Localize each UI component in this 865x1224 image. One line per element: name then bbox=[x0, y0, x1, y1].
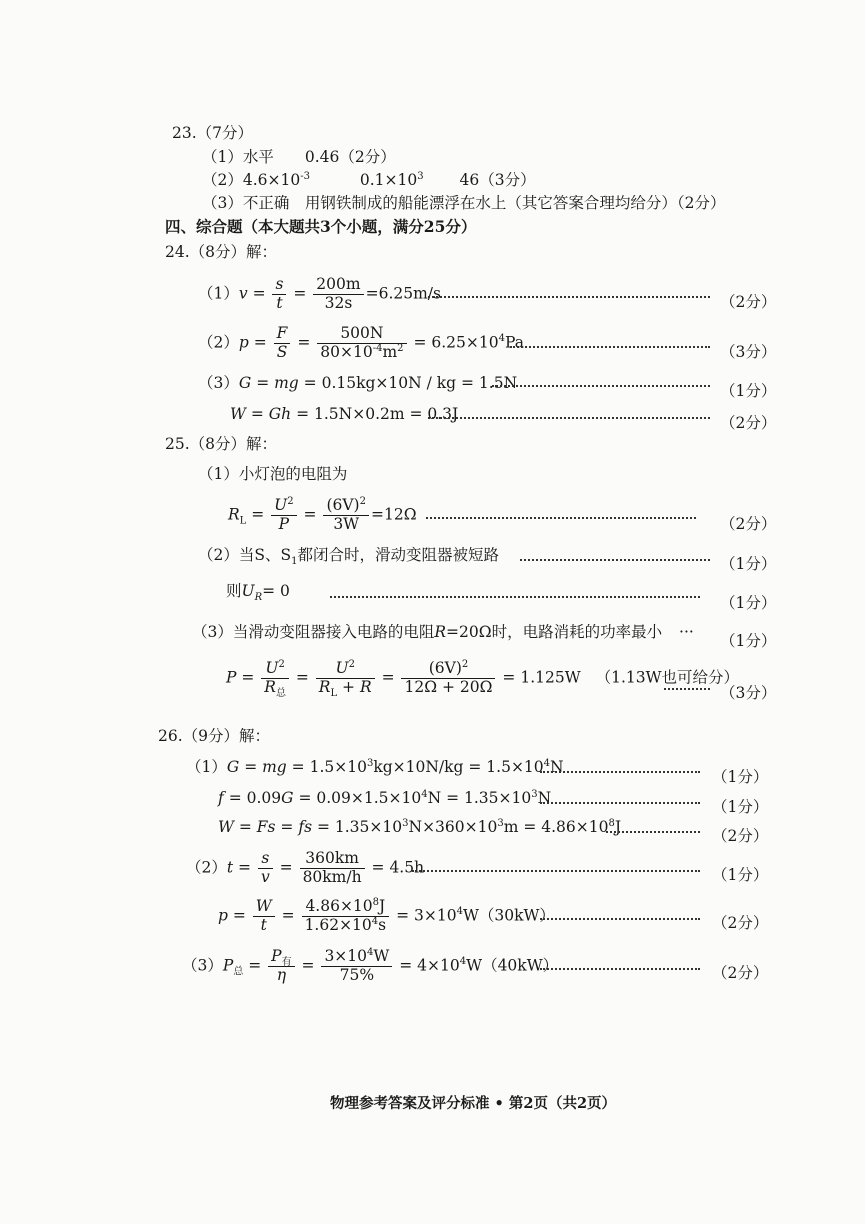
q23-answer-3: （3）不正确 用钢铁制成的船能漂浮在水上（其它答案合理均给分）（2分） bbox=[202, 194, 726, 212]
q25-heading: 25.（8分）解： bbox=[165, 435, 278, 453]
q25-part2-text: （2）当S、$S_1$都闭合时，滑动变阻器被短路 bbox=[198, 546, 499, 568]
q25-part1-title: （1）小灯泡的电阻为 bbox=[198, 465, 348, 483]
q26-line4-score: （1分） bbox=[712, 866, 769, 884]
q26-line6: $(3)P_总$ = $\frac{P_有}{\eta}$ = $\frac{3\times 10^4W}{75\%}$ = $4\times 10^4W(40kW)$ bbox=[182, 946, 559, 984]
q26-line5: p = $\frac{W}{t}$ = $\frac{4.86\times 10^8J}{1.62\times 10^4s}$ = $3\times 10^4W(30kW)$ bbox=[218, 896, 555, 934]
q25-part3-text: （3）当滑动变阻器接入电路的电阻R=20Ω时，电路消耗的功率最小 ··· bbox=[192, 623, 694, 641]
q24-part3-formula: （3）G = mg = 0.15kg×10N / kg = 1.5N bbox=[198, 374, 518, 392]
dot-leader bbox=[428, 417, 710, 419]
dot-leader bbox=[664, 688, 710, 690]
dot-leader bbox=[520, 559, 710, 561]
q25-part2-score: （1分） bbox=[720, 555, 777, 573]
q24-part2-formula: （2）p = $\frac{F}{S}$ = $\frac{500N}{80\times 10^{-4}m^2}$ = $6.25\times 10^4Pa$ bbox=[198, 324, 524, 361]
q25-part1-formula: $R_L$ = $\frac{U^2}{P}$ = $\frac{(6V)^2}{3W}$ =12Ω bbox=[228, 495, 417, 533]
q26-line5-score: （2分） bbox=[712, 914, 769, 932]
q24-part1-formula: （1）v = $\frac{s}{t}$ = $\frac{200m}{32s}$ =6.25m/s bbox=[198, 275, 441, 312]
dot-leader bbox=[492, 385, 710, 387]
dot-leader bbox=[412, 870, 700, 872]
q25-part2b-text: 则$U_R= 0$ bbox=[226, 582, 290, 604]
q26-line3-score: （2分） bbox=[712, 827, 769, 845]
dot-leader bbox=[606, 831, 700, 833]
q24-part4-score: （2分） bbox=[720, 414, 777, 432]
q24-part1-score: （2分） bbox=[720, 293, 777, 311]
dot-leader bbox=[510, 346, 710, 348]
q24-part4-formula: W = Gh = 1.5N×0.2m = 0.3J bbox=[230, 405, 459, 423]
dot-leader bbox=[540, 968, 700, 970]
q26-line2: $f = 0.09G = 0.09\times 1.5\times 10^4N = 1.35\times 10^3N$ bbox=[218, 788, 552, 807]
q24-part2-score: （3分） bbox=[720, 343, 777, 361]
q25-part4-formula: P = $\frac{U^2}{R_总}$ = $\frac{U^2}{R_L + R}$ = $\frac{(6V)^2}{12\Omega + 20\Omega}$ = 1.125W （1.13W也可给分） bbox=[226, 658, 740, 699]
q26-line6-score: （2分） bbox=[712, 964, 769, 982]
q26-line4: （2）t = $\frac{s}{v}$ = $\frac{360km}{80km/h}$ = 4.5h bbox=[186, 849, 425, 886]
q26-line2-score: （1分） bbox=[712, 798, 769, 816]
q25-part2b-score: （1分） bbox=[720, 594, 777, 612]
dot-leader bbox=[426, 517, 696, 519]
q25-part4-score: （3分） bbox=[720, 684, 777, 702]
q26-line3: W = Fs = fs = $1.35\times 10^3N\times 360\times 10^3m = 4.86\times 10^8J$ bbox=[218, 817, 622, 836]
q23-answer-2: $(2)4.6\times 10^{-3}$ $0.1\times 10^3$ 46（3分） bbox=[202, 170, 536, 189]
q25-part1-score: （2分） bbox=[720, 515, 777, 533]
dot-leader bbox=[330, 596, 700, 598]
q26-heading: 26.（9分）解： bbox=[158, 727, 271, 745]
dot-leader bbox=[540, 918, 700, 920]
dot-leader bbox=[540, 771, 700, 773]
q25-part3-score: （1分） bbox=[720, 632, 777, 650]
q23-heading: 23.（7分） bbox=[172, 124, 254, 142]
dot-leader bbox=[428, 296, 710, 298]
q23-answer-1: （1）水平 0.46（2分） bbox=[202, 148, 396, 166]
page-footer: 物理参考答案及评分标准 • 第2页（共2页） bbox=[330, 1095, 617, 1112]
q26-line1: （1）G = mg = $1.5\times 10^3kg\times 10N/kg = 1.5\times 10^4N$ bbox=[186, 757, 564, 776]
section-four-heading: 四、综合题（本大题共3个小题，满分25分） bbox=[165, 217, 477, 236]
q24-heading: 24.（8分）解： bbox=[165, 243, 278, 261]
q26-line1-score: （1分） bbox=[712, 768, 769, 786]
dot-leader bbox=[540, 802, 700, 804]
q24-part3-score: （1分） bbox=[720, 382, 777, 400]
